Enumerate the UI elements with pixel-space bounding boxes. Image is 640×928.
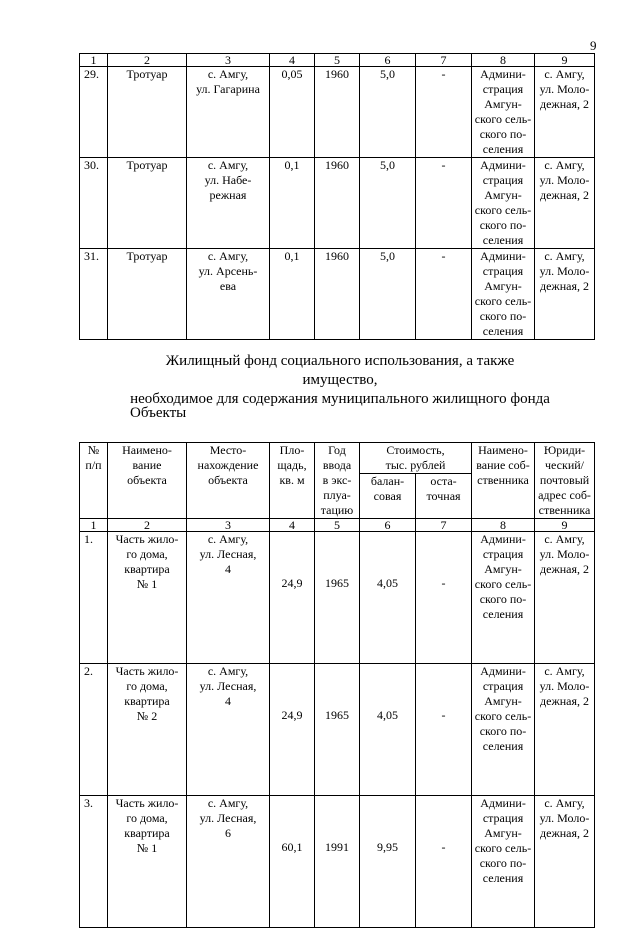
object-year: 1960	[315, 158, 360, 249]
owner-address: с. Амгу, ул. Моло- дежная, 2	[535, 67, 595, 158]
col-num-5: 5	[315, 54, 360, 67]
owner-name: Админи- страция Амгун- ского сель- ского по- селения	[472, 249, 535, 340]
object-name: Часть жило- го дома, квартира № 2	[108, 664, 187, 796]
header-year: Год ввода в экс- плуа- тацию	[315, 443, 360, 519]
col-num-3: 3	[187, 54, 270, 67]
object-year: 1965	[315, 532, 360, 664]
owner-name: Админи- страция Амгун- ского сель- ского по- селения	[472, 532, 535, 664]
object-area: 24,9	[270, 664, 315, 796]
row-number: 1.	[80, 532, 108, 664]
row-number: 3.	[80, 796, 108, 928]
cost-residual: -	[416, 664, 472, 796]
cost-balance: 5,0	[360, 67, 416, 158]
header-address: Юриди- ческий/ почтовый адрес соб- ственника	[535, 443, 595, 519]
cost-residual: -	[416, 796, 472, 928]
col-num-2: 2	[108, 54, 187, 67]
object-year: 1960	[315, 67, 360, 158]
col-num-4: 4	[270, 519, 315, 532]
owner-address: с. Амгу, ул. Моло- дежная, 2	[535, 664, 595, 796]
object-location: с. Амгу, ул. Лесная, 4	[187, 664, 270, 796]
owner-name: Админи- страция Амгун- ского сель- ского по- селения	[472, 796, 535, 928]
row-number: 31.	[80, 249, 108, 340]
column-number-row	[80, 519, 595, 532]
table-sidewalks	[79, 53, 595, 340]
object-location: с. Амгу, ул. Лесная, 4	[187, 532, 270, 664]
table-row	[80, 664, 595, 796]
cost-balance: 5,0	[360, 249, 416, 340]
header-cost-residual: оста- точная	[416, 474, 472, 519]
object-area: 0,1	[270, 158, 315, 249]
object-name: Тротуар	[108, 67, 187, 158]
owner-address: с. Амгу, ул. Моло- дежная, 2	[535, 158, 595, 249]
object-name: Тротуар	[108, 249, 187, 340]
table-row	[80, 158, 595, 249]
object-location: с. Амгу, ул. Гагарина	[187, 67, 270, 158]
table-housing	[79, 442, 595, 928]
cost-residual: -	[416, 158, 472, 249]
header-row	[80, 443, 595, 474]
object-location: с. Амгу, ул. Набе- режная	[187, 158, 270, 249]
object-area: 60,1	[270, 796, 315, 928]
cost-balance: 4,05	[360, 664, 416, 796]
table-row	[80, 532, 595, 664]
column-number-row	[80, 54, 595, 67]
cost-residual: -	[416, 67, 472, 158]
header-cost-balance: балан- совая	[360, 474, 416, 519]
object-year: 1960	[315, 249, 360, 340]
object-area: 0,1	[270, 249, 315, 340]
col-num-7: 7	[416, 54, 472, 67]
header-name: Наимено- вание объекта	[108, 443, 187, 519]
header-location: Место- нахождение объекта	[187, 443, 270, 519]
header-area: Пло- щадь, кв. м	[270, 443, 315, 519]
col-num-8: 8	[472, 54, 535, 67]
object-area: 0,05	[270, 67, 315, 158]
object-year: 1965	[315, 664, 360, 796]
table-row	[80, 249, 595, 340]
col-num-9: 9	[535, 54, 595, 67]
section-heading: Жилищный фонд социального использования, а также имущество, необходимое для содержания муниципального жилищного фонда	[130, 353, 550, 407]
cost-balance: 9,95	[360, 796, 416, 928]
col-num-3: 3	[187, 519, 270, 532]
owner-address: с. Амгу, ул. Моло- дежная, 2	[535, 532, 595, 664]
owner-name: Админи- страция Амгун- ского сель- ского по- селения	[472, 664, 535, 796]
table-row	[80, 67, 595, 158]
row-number: 2.	[80, 664, 108, 796]
header-num: № п/п	[80, 443, 108, 519]
row-number: 29.	[80, 67, 108, 158]
cost-residual: -	[416, 532, 472, 664]
object-location: с. Амгу, ул. Лесная, 6	[187, 796, 270, 928]
cost-residual: -	[416, 249, 472, 340]
owner-address: с. Амгу, ул. Моло- дежная, 2	[535, 249, 595, 340]
col-num-5: 5	[315, 519, 360, 532]
owner-address: с. Амгу, ул. Моло- дежная, 2	[535, 796, 595, 928]
object-name: Тротуар	[108, 158, 187, 249]
col-num-7: 7	[416, 519, 472, 532]
col-num-6: 6	[360, 54, 416, 67]
owner-name: Админи- страция Амгун- ского сель- ского по- селения	[472, 158, 535, 249]
header-cost: Стоимость, тыс. рублей	[360, 443, 472, 474]
table-row	[80, 796, 595, 928]
col-num-2: 2	[108, 519, 187, 532]
object-name: Часть жило- го дома, квартира № 1	[108, 796, 187, 928]
col-num-6: 6	[360, 519, 416, 532]
object-location: с. Амгу, ул. Арсень- ева	[187, 249, 270, 340]
objects-label: Объекты	[130, 405, 187, 421]
col-num-9: 9	[535, 519, 595, 532]
page-number: 9	[590, 38, 597, 53]
owner-name: Админи- страция Амгун- ского сель- ского по- селения	[472, 67, 535, 158]
object-name: Часть жило- го дома, квартира № 1	[108, 532, 187, 664]
cost-balance: 4,05	[360, 532, 416, 664]
cost-balance: 5,0	[360, 158, 416, 249]
object-area: 24,9	[270, 532, 315, 664]
col-num-8: 8	[472, 519, 535, 532]
header-owner: Наимено- вание соб- ственника	[472, 443, 535, 519]
row-number: 30.	[80, 158, 108, 249]
col-num-1: 1	[80, 54, 108, 67]
col-num-4: 4	[270, 54, 315, 67]
object-year: 1991	[315, 796, 360, 928]
col-num-1: 1	[80, 519, 108, 532]
